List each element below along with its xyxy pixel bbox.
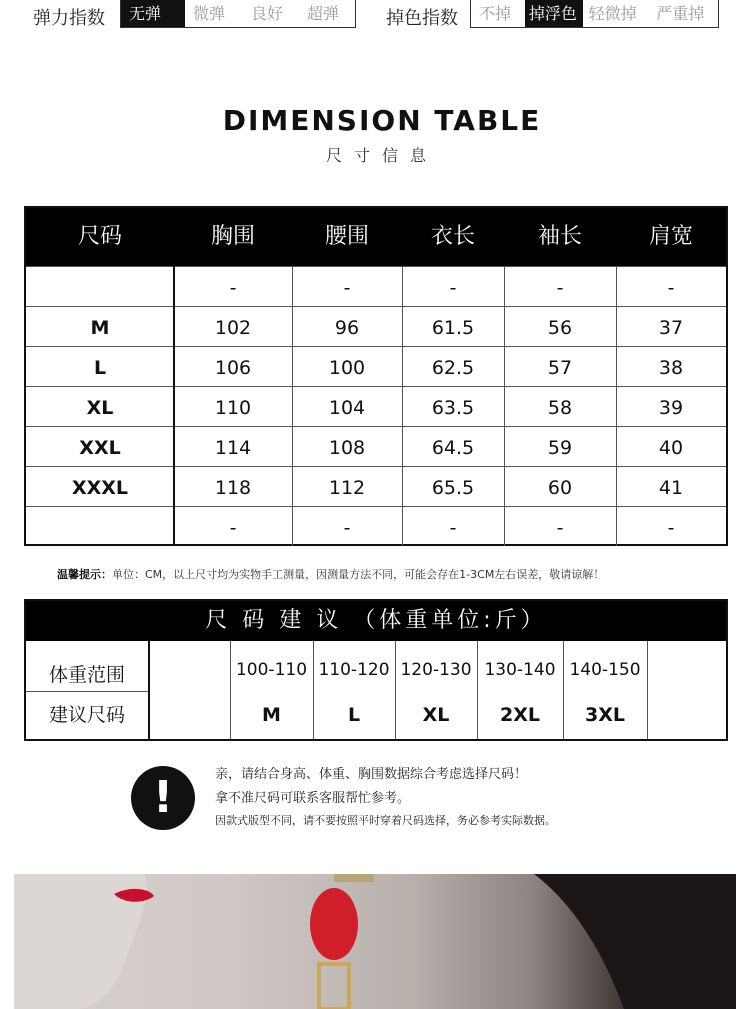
earring-hook bbox=[334, 874, 374, 882]
cell-sleeve: - bbox=[556, 517, 564, 539]
elasticity-option-good: 良好 bbox=[251, 4, 284, 23]
column-divider bbox=[402, 266, 403, 546]
weight-range-label: 体重范围 bbox=[48, 664, 125, 686]
cell-size: XXXL bbox=[71, 477, 129, 499]
header-size: 尺码 bbox=[77, 224, 122, 249]
column-divider bbox=[230, 641, 231, 739]
elasticity-scale bbox=[120, 0, 356, 28]
cell-chest: 102 bbox=[214, 317, 252, 339]
cell-length: 63.5 bbox=[431, 397, 475, 419]
cell-sleeve: 57 bbox=[547, 357, 573, 379]
fading-option-slight: 轻微掉 bbox=[588, 4, 637, 23]
fading-label: 掉色指数 bbox=[386, 8, 458, 29]
earring-red-disc bbox=[310, 888, 358, 960]
cell-size bbox=[26, 507, 174, 547]
weight-range-cell: 140-150 bbox=[569, 660, 641, 680]
exclamation-icon: ! bbox=[131, 766, 195, 830]
cell-waist: 112 bbox=[328, 477, 366, 499]
weight-range-cell: 130-140 bbox=[484, 660, 556, 680]
cell-shoulder: - bbox=[667, 277, 675, 299]
cell-chest: 114 bbox=[214, 437, 252, 459]
suggested-size-cell: M bbox=[262, 704, 281, 726]
cell-waist: 100 bbox=[328, 357, 366, 379]
hair bbox=[534, 874, 736, 1009]
cell-waist: - bbox=[343, 517, 351, 539]
row-divider bbox=[26, 691, 148, 692]
earring-gold-frame bbox=[319, 964, 349, 1009]
size-table-header bbox=[26, 208, 726, 266]
elasticity-option-none: 无弹 bbox=[121, 0, 185, 27]
model-photo bbox=[14, 874, 736, 1009]
suggested-size-cell: 2XL bbox=[500, 704, 540, 726]
suggestion-title: 尺 码 建 议 （体重单位:斤） bbox=[26, 601, 726, 641]
elasticity-option-slight: 微弹 bbox=[193, 4, 226, 23]
cell-length: 62.5 bbox=[431, 357, 475, 379]
fading-scale bbox=[470, 0, 719, 28]
header-length: 衣长 bbox=[430, 224, 475, 249]
cell-chest: 118 bbox=[214, 477, 252, 499]
cell-chest: 106 bbox=[214, 357, 252, 379]
weight-range-cell: 110-120 bbox=[318, 660, 390, 680]
cell-shoulder: 38 bbox=[658, 357, 684, 379]
weight-range-cell: 120-130 bbox=[400, 660, 472, 680]
elasticity-option-super: 超弹 bbox=[307, 4, 340, 23]
elasticity-label: 弹力指数 bbox=[33, 8, 105, 29]
cell-chest: 110 bbox=[214, 397, 252, 419]
fading-option-none: 不掉 bbox=[479, 4, 512, 23]
header-shoulder: 肩宽 bbox=[648, 224, 693, 249]
cell-size: XXL bbox=[79, 437, 121, 459]
cell-waist: - bbox=[343, 277, 351, 299]
notice-line-1: 亲，请结合身高、体重、胸围数据综合考虑选择尺码！ bbox=[215, 767, 528, 782]
cell-shoulder: - bbox=[667, 517, 675, 539]
cell-waist: 104 bbox=[328, 397, 366, 419]
cell-length: 65.5 bbox=[431, 477, 475, 499]
weight-range-cell: 100-110 bbox=[235, 660, 308, 680]
cell-size bbox=[26, 267, 174, 307]
cell-shoulder: 37 bbox=[658, 317, 684, 339]
cell-shoulder: 41 bbox=[658, 477, 684, 499]
fading-option-severe: 严重掉 bbox=[656, 4, 705, 23]
header-chest: 胸围 bbox=[210, 224, 255, 249]
cell-size: XL bbox=[86, 397, 114, 419]
column-divider bbox=[477, 641, 478, 739]
suggested-size-cell: 3XL bbox=[585, 704, 625, 726]
column-divider bbox=[148, 641, 150, 739]
column-divider bbox=[616, 266, 617, 546]
column-divider bbox=[173, 266, 175, 546]
cell-sleeve: 60 bbox=[547, 477, 573, 499]
suggested-size-cell bbox=[647, 691, 726, 739]
cell-shoulder: 39 bbox=[658, 397, 684, 419]
column-divider bbox=[292, 266, 293, 546]
table-row bbox=[26, 346, 726, 386]
cell-waist: 96 bbox=[334, 317, 360, 339]
table-row bbox=[26, 266, 726, 306]
column-divider bbox=[395, 641, 396, 739]
cell-shoulder: 40 bbox=[658, 437, 684, 459]
model-photo-illustration bbox=[14, 874, 736, 1009]
tip-text: 单位：CM，以上尺寸均为实物手工测量，因测量方法不同，可能会存在1-3CM左右误差，敬请谅解！ bbox=[112, 568, 605, 581]
cell-sleeve: 59 bbox=[547, 437, 573, 459]
suggested-size-label: 建议尺码 bbox=[48, 704, 125, 726]
weight-range-cell bbox=[647, 649, 726, 691]
suggested-size-cell: L bbox=[347, 704, 361, 726]
table-row bbox=[26, 466, 726, 506]
header-sleeve: 袖长 bbox=[537, 224, 582, 249]
cell-sleeve: 56 bbox=[547, 317, 573, 339]
fading-option-surface: 掉浮色 bbox=[525, 0, 583, 27]
column-divider bbox=[313, 641, 314, 739]
table-row bbox=[26, 306, 726, 346]
column-divider bbox=[504, 266, 505, 546]
dimension-subtitle: 尺寸信息 bbox=[325, 146, 438, 165]
suggested-size-cell bbox=[148, 691, 230, 739]
column-divider bbox=[563, 641, 564, 739]
measurement-tip bbox=[57, 566, 604, 582]
cell-length: 64.5 bbox=[431, 437, 475, 459]
weight-range-cell bbox=[148, 649, 230, 691]
cell-sleeve: 58 bbox=[547, 397, 573, 419]
cell-chest: - bbox=[229, 517, 237, 539]
cell-chest: - bbox=[229, 277, 237, 299]
suggested-size-cell: XL bbox=[422, 704, 450, 726]
size-table bbox=[24, 206, 728, 546]
header-waist: 腰围 bbox=[324, 224, 369, 249]
table-row bbox=[26, 426, 726, 466]
size-suggestion-table bbox=[24, 599, 728, 741]
cell-size: M bbox=[90, 317, 110, 339]
table-row bbox=[26, 386, 726, 426]
cell-length: - bbox=[449, 277, 457, 299]
column-divider bbox=[647, 641, 648, 739]
cell-sleeve: - bbox=[556, 277, 564, 299]
cell-length: - bbox=[449, 517, 457, 539]
cell-size: L bbox=[93, 357, 107, 379]
dimension-title: DIMENSION TABLE bbox=[222, 104, 542, 137]
table-row bbox=[26, 506, 726, 546]
notice-line-2: 拿不准尺码可联系客服帮忙参考。 bbox=[215, 791, 411, 806]
cell-length: 61.5 bbox=[431, 317, 475, 339]
notice-line-3: 因款式版型不同，请不要按照平时穿着尺码选择，务必参考实际数据。 bbox=[215, 814, 556, 827]
cell-waist: 108 bbox=[328, 437, 366, 459]
tip-label: 温馨提示： bbox=[57, 568, 112, 581]
